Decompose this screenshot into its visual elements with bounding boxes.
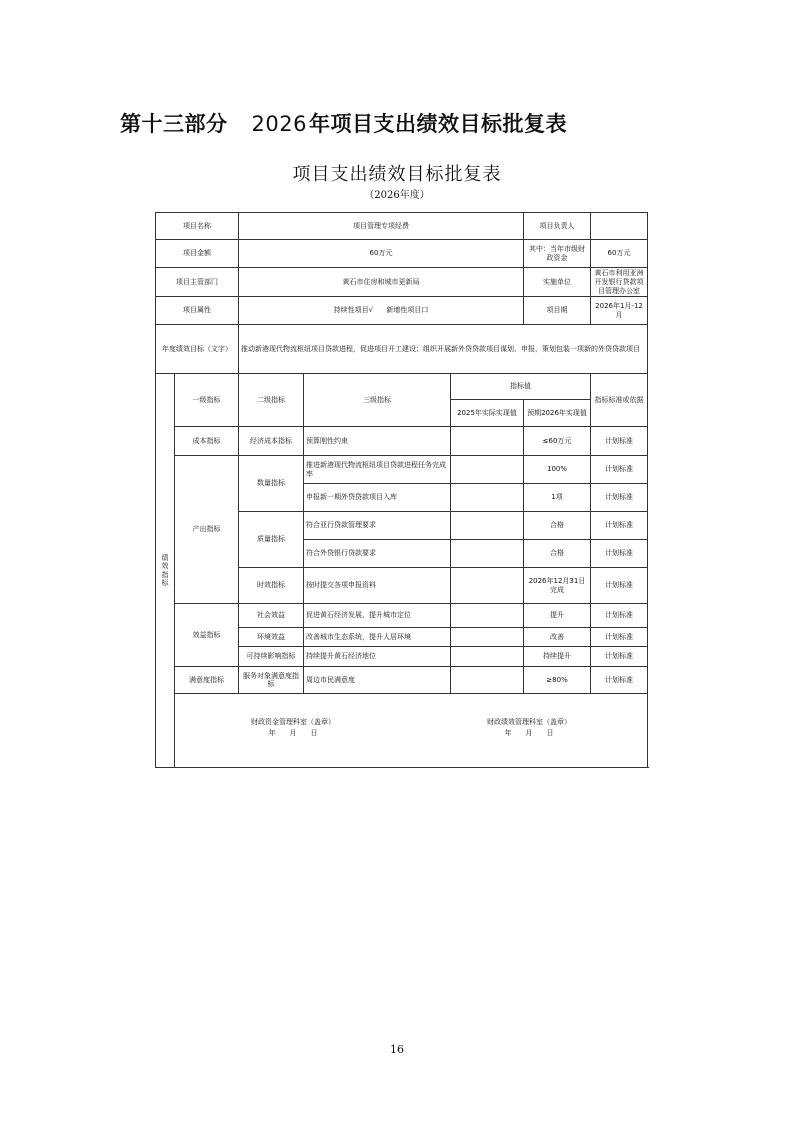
basis-cell: 计划标准 (591, 540, 648, 568)
basis-cell: 计划标准 (591, 647, 648, 667)
level3-cell: 申报新一期外贷贷款项目入库 (304, 484, 451, 512)
row-attribute (156, 297, 648, 325)
indicator-header-row (156, 374, 648, 400)
period-value: 2026年1月-12月 (591, 297, 648, 325)
level2-cell: 社会效益 (239, 604, 304, 628)
project-name-value: 项目管理专项经费 (239, 213, 524, 240)
project-amount-value: 60万元 (239, 240, 524, 268)
value-2025-cell (451, 647, 524, 667)
heading-prefix: 第十三部分 (120, 112, 228, 136)
basis-cell: 计划标准 (591, 568, 648, 604)
signature-left (175, 699, 411, 767)
basis-cell: 计划标准 (591, 628, 648, 647)
level2-cell: 时效指标 (239, 568, 304, 604)
level3-cell: 促进黄石经济发展，提升城市定位 (304, 604, 451, 628)
table-row (156, 604, 648, 628)
level2-cell: 服务对象满意度指标 (239, 667, 304, 694)
value-2025-cell (451, 667, 524, 694)
signature-right-unit: 财政绩效管理科室（盖章） (487, 718, 572, 727)
row-project-name (156, 213, 648, 240)
value-2026-cell: 2026年12月31日完成 (524, 568, 591, 604)
signature-left-unit: 财政资金管理科室（盖章） (251, 718, 335, 727)
basis-cell: 计划标准 (591, 667, 648, 694)
level3-cell: 周边市民满意度 (304, 667, 451, 694)
level3-cell: 持续提升黄石经济地位 (304, 647, 451, 667)
value-2026-cell: 持续提升 (524, 647, 591, 667)
city-fund-label: 其中：当年市级财政资金 (524, 240, 591, 268)
implementing-unit-label: 实施单位 (524, 268, 591, 297)
level3-cell: 符合亚行贷款管理要求 (304, 512, 451, 540)
value-2025-cell (451, 628, 524, 647)
header-indicator-value: 指标值 (451, 374, 591, 400)
level3-cell: 按时提交各项申报资料 (304, 568, 451, 604)
signature-cell (175, 694, 648, 768)
period-label: 项目期 (524, 297, 591, 325)
annual-goal-value: 推动新港现代物流枢纽项目贷款进程，促进项目开工建设；组织开展新外贷贷款项目谋划、申报，策划包装一项新的外贷贷款项目 (239, 325, 648, 374)
project-amount-label: 项目金额 (156, 240, 239, 268)
signature-row (156, 694, 648, 768)
value-2026-cell: ≥80% (524, 667, 591, 694)
value-2026-cell: 合格 (524, 512, 591, 540)
header-level3: 三级指标 (304, 374, 451, 427)
basis-cell: 计划标准 (591, 427, 648, 456)
basis-cell: 计划标准 (591, 604, 648, 628)
value-2026-cell: 提升 (524, 604, 591, 628)
level1-benefit: 效益指标 (175, 604, 239, 667)
header-level1: 一级指标 (175, 374, 239, 427)
value-2025-cell (451, 604, 524, 628)
project-name-label: 项目名称 (156, 213, 239, 240)
basis-cell: 计划标准 (591, 512, 648, 540)
page-number: 16 (390, 1043, 404, 1056)
value-2026-cell: 1项 (524, 484, 591, 512)
level2-cell: 可持续影响指标 (239, 647, 304, 667)
level3-cell: 推进新港现代物流枢纽项目贷款进程任务完成率 (304, 456, 451, 484)
value-2025-cell (451, 512, 524, 540)
city-fund-value: 60万元 (591, 240, 648, 268)
value-2025-cell (451, 456, 524, 484)
level1-cost: 成本指标 (175, 427, 239, 456)
row-annual-goal (156, 325, 648, 374)
table-row (156, 667, 648, 694)
level2-cell: 经济成本指标 (239, 427, 304, 456)
value-2026-cell: ≤60万元 (524, 427, 591, 456)
level3-cell: 符合外贷银行贷款要求 (304, 540, 451, 568)
signature-left-date: 年 月 日 (268, 728, 318, 737)
heading-year: 2026 (251, 112, 307, 136)
value-2025-cell (451, 568, 524, 604)
signature-right (411, 699, 647, 767)
basis-cell: 计划标准 (591, 484, 648, 512)
value-2025-cell (451, 540, 524, 568)
signature-right-date: 年 月 日 (504, 728, 554, 737)
approval-table (155, 212, 648, 768)
attribute-label: 项目属性 (156, 297, 239, 325)
header-2026-expected: 预期2026年实现值 (524, 400, 591, 427)
value-2026-cell: 合格 (524, 540, 591, 568)
indicators-side-label: 绩效指标 (156, 374, 175, 768)
value-2025-cell (451, 484, 524, 512)
attribute-continuing: 持续性项目√ (333, 306, 374, 315)
heading-suffix: 年项目支出绩效目标批复表 (308, 112, 567, 136)
department-label: 项目主管部门 (156, 268, 239, 297)
attribute-new: 新增性项目口 (386, 306, 429, 315)
value-2026-cell: 改善 (524, 628, 591, 647)
level3-cell: 改善城市生态系统，提升人居环境 (304, 628, 451, 647)
header-2025-actual: 2025年实际实现值 (451, 400, 524, 427)
row-department (156, 268, 648, 297)
table-row (156, 427, 648, 456)
project-leader-value (591, 213, 648, 240)
basis-cell: 计划标准 (591, 456, 648, 484)
project-leader-label: 项目负责人 (524, 213, 591, 240)
value-2025-cell (451, 427, 524, 456)
header-level2: 二级指标 (239, 374, 304, 427)
form-subtitle: （2026年度） (364, 190, 430, 201)
form-title: 项目支出绩效目标批复表 (292, 164, 502, 185)
attribute-value (239, 297, 524, 325)
level1-satisfaction: 满意度指标 (175, 667, 239, 694)
level2-cell: 质量指标 (239, 512, 304, 568)
section-heading (120, 108, 567, 138)
level2-cell: 环境效益 (239, 628, 304, 647)
header-basis: 指标标准或依据 (591, 374, 648, 427)
level2-cell: 数量指标 (239, 456, 304, 512)
department-value: 黄石市住房和城市更新局 (239, 268, 524, 297)
level3-cell: 预算刚性约束 (304, 427, 451, 456)
level1-output: 产出指标 (175, 456, 239, 604)
annual-goal-label: 年度绩效目标（文字） (156, 325, 239, 374)
value-2026-cell: 100% (524, 456, 591, 484)
row-project-amount (156, 240, 648, 268)
table-row (156, 456, 648, 484)
implementing-unit-value: 黄石市利用亚洲开发银行贷款项目管理办公室 (591, 268, 648, 297)
